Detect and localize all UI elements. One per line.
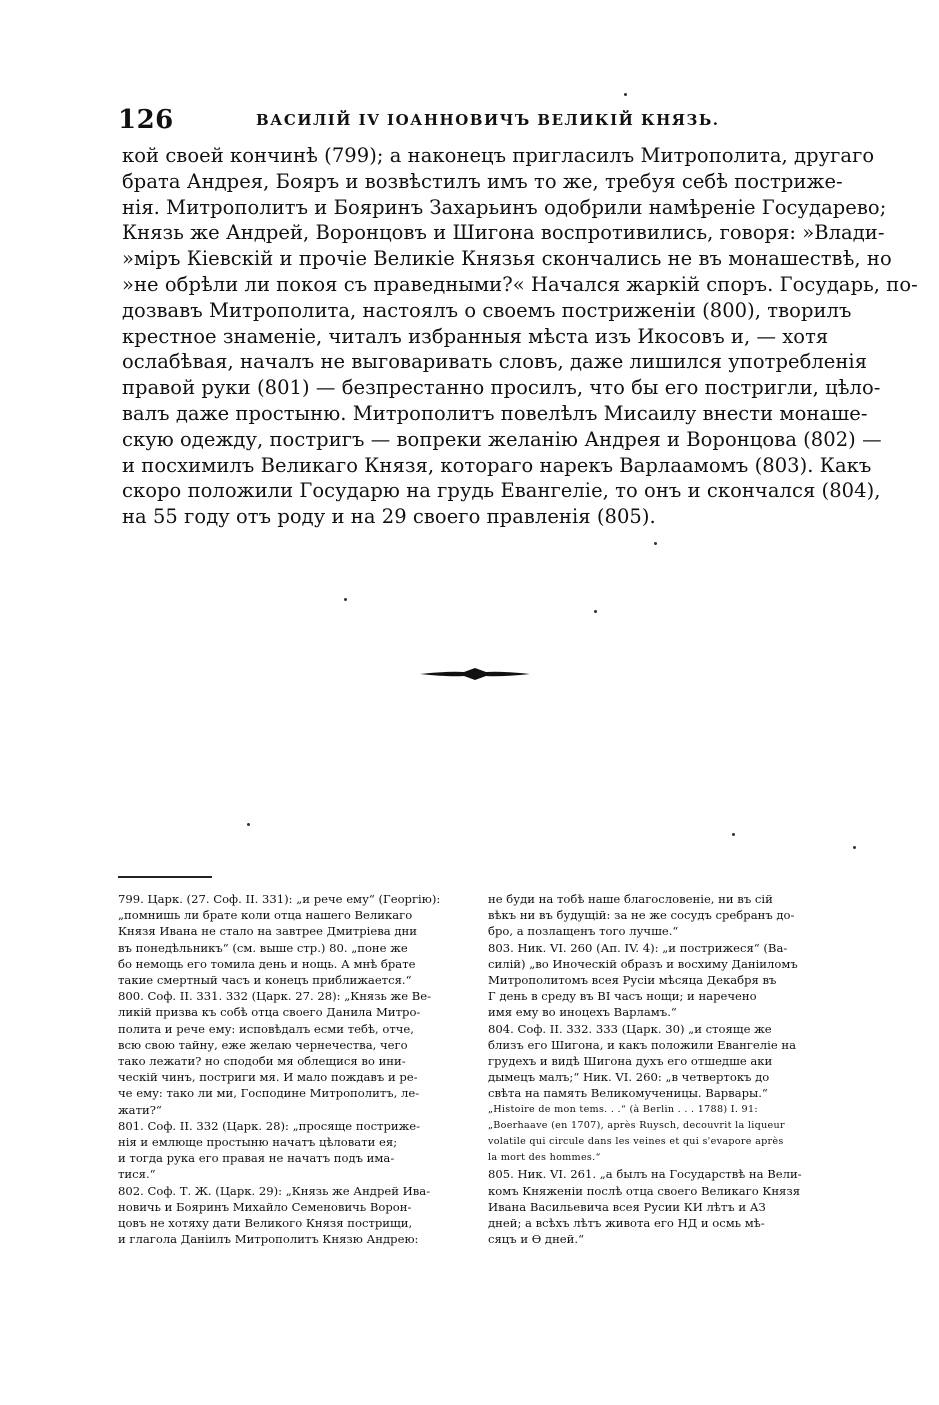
text-line: »не обрѣли ли покоя съ праведными?« Начался жаркій споръ. Государь, по- [122, 272, 918, 296]
text-line: кой своей кончинѣ (799); а наконецъ пригласилъ Митрополита, другаго [122, 144, 875, 167]
footnote-line: бро, а позлащенъ того лучше.“ [488, 924, 679, 939]
footnote-line: Ивана Васильевича всея Русии КИ лѣтъ и АЗ [488, 1199, 766, 1214]
footnote-line: „Boerhaave (en 1707), après Ruysch, decouvrit la liqueur [488, 1119, 785, 1131]
footnote-line: нія и емлюще простыню начатъ цѣловати ея; [118, 1135, 398, 1150]
footnote-separator [118, 876, 212, 878]
footnote-line: въ понедѣльникъ“ (см. выше стр.) 80. „поне же [118, 940, 408, 955]
footnote-line: цовъ не хотяху дати Великого Князя пострищи, [118, 1216, 413, 1231]
text-line: ослабѣвая, началъ не выговаривать словъ, даже лишился употребленія [122, 350, 868, 374]
footnote-line: полита и рече ему: исповѣдалъ есми тебѣ, отче, [118, 1021, 414, 1036]
footnote-line: жати?“ [118, 1102, 162, 1117]
footnote-line: комъ Княженіи послѣ отца своего Великаго Князя [488, 1183, 801, 1198]
footnote-line: вѣкъ ни въ будущій: за не же сосудъ сребранъ до- [488, 908, 795, 923]
footnote-line: такие смертный часъ и конецъ приближается.“ [118, 973, 412, 988]
print-speck [624, 93, 627, 96]
footnote-line: новичь и Бояринъ Михайло Семеновичь Ворон- [118, 1199, 412, 1214]
print-speck [853, 846, 856, 849]
print-speck [654, 542, 657, 545]
footnote-line: и глагола Даніилъ Митрополитъ Князю Андрею: [118, 1232, 419, 1247]
footnote-line: грудехъ и видѣ Шигона духъ его отшедше аки [488, 1054, 773, 1069]
footnotes-left-column [118, 891, 490, 1247]
footnote-line: тися.“ [118, 1167, 156, 1182]
footnote-line: и тогда рука его правая не начатъ подъ има- [118, 1151, 395, 1166]
text-line: крестное знаменіе, читалъ избранныя мѣста изъ Икосовъ и, — хотя [122, 324, 829, 348]
text-line: и посхимилъ Великаго Князя, котораго нарекъ Варлаамомъ (803). Какъ [122, 453, 872, 477]
footnote-line: „помнишь ли брате коли отца нашего Великаго [118, 908, 413, 923]
main-text-block [122, 143, 918, 530]
footnote-line: 799. Царк. (27. Соф. II. 331): „и рече ему“ (Георгію): [118, 892, 441, 906]
footnote-line: 802. Соф. Т. Ж. (Царк. 29): „Князь же Андрей Ива- [118, 1183, 431, 1198]
page-number: 126 [118, 105, 174, 135]
text-line: дозвавъ Митрополита, настоялъ о своемъ постриженіи (800), творилъ [122, 298, 852, 322]
footnote-line: бо немощь его томила день и нощь. А мнѣ брате [118, 956, 416, 971]
footnote-line: 805. Ник. VI. 261. „а былъ на Государствѣ на Вели- [488, 1167, 802, 1182]
footnote-line: Князя Ивана не стало на завтрее Дмитріева дни [118, 924, 417, 939]
footnote-line: тако лежати? но сподоби мя облещися во ини- [118, 1054, 406, 1069]
text-line: на 55 году отъ роду и на 29 своего правленія (805). [122, 505, 656, 529]
footnote-line: имя ему во иноцехъ Варламъ.“ [488, 1005, 677, 1020]
footnote-line: 804. Соф. II. 332. 333 (Царк. 30) „и стояще же [488, 1021, 772, 1036]
footnote-line: ческій чинъ, постриги мя. И мало пождавъ и ре- [118, 1070, 418, 1085]
footnote-line: la mort des hommes.“ [488, 1152, 601, 1164]
text-line: валъ даже простыню. Митрополитъ повелѣлъ Мисаилу внести монаше- [122, 401, 868, 425]
print-speck [732, 833, 735, 836]
footnote-line: всю свою тайну, еже желаю чернечества, чего [118, 1037, 408, 1052]
footnote-line: „Histoire de mon tems. . .“ (à Berlin . . . 1788) I. 91: [488, 1103, 758, 1115]
footnote-line: 801. Соф. II. 332 (Царк. 28): „просяще постриже- [118, 1118, 421, 1133]
print-speck [247, 823, 250, 826]
footnote-line: силій) „во Иноческій образъ и восхиму Даніиломъ [488, 956, 798, 971]
print-speck [344, 598, 347, 601]
print-speck [594, 610, 597, 613]
footnote-line: дней; а всѣхъ лѣтъ живота его НД и осмь мѣ- [488, 1216, 765, 1231]
text-line: скоро положили Государю на грудь Евангеліе, то онъ и скончался (804), [122, 479, 881, 503]
footnote-line: 803. Ник. VI. 260 (Ап. IV. 4): „и пострижеся“ (Ва- [488, 940, 788, 955]
footnote-line: свѣта на память Великомученицы. Варвары.“ [488, 1086, 768, 1101]
footnote-line: че ему: тако ли ми, Господине Митрополитъ, ле- [118, 1086, 420, 1101]
text-line: правой руки (801) — безпрестанно просилъ, что бы его постригли, цѣло- [122, 376, 881, 400]
footnote-line: сяцъ и Ѳ дней.“ [488, 1232, 584, 1247]
text-line: »міръ Кіевскій и прочіе Великіе Князья скончались не въ монашествѣ, но [122, 247, 892, 271]
footnote-line: Г день в среду въ ВІ часъ нощи; и наречено [488, 989, 757, 1004]
ornament-divider-icon [420, 667, 530, 681]
footnote-line: дымецъ малъ;“ Ник. VI. 260: „в четвертокъ до [488, 1070, 770, 1085]
running-title: ВАСИЛІЙ IV ІОАННОВИЧЪ ВЕЛИКІЙ КНЯЗЬ. [256, 111, 720, 129]
footnote-line: близъ его Шигона, и какъ положили Евангеліе на [488, 1037, 797, 1052]
footnotes-right-column [488, 891, 860, 1247]
footnote-line: 800. Соф. II. 331. 332 (Царк. 27. 28): „Князь же Ве- [118, 989, 432, 1004]
footnote-line: volatile qui circule dans les veines et qui s'evapore après [488, 1136, 784, 1148]
text-line: Князь же Андрей, Воронцовъ и Шигона воспротивились, говоря: »Влади- [122, 221, 885, 245]
footnote-line: Митрополитомъ всея Русіи мѣсяца Декабря въ [488, 973, 777, 988]
text-line: нія. Митрополитъ и Бояринъ Захарьинъ одобрили намѣреніе Государево; [122, 195, 887, 219]
footnote-line: ликій призва къ собѣ отца своего Данила Митро- [118, 1005, 421, 1020]
page-header [118, 105, 878, 139]
footnote-line: не буди на тобѣ наше благословеніе, ни въ сій [488, 892, 773, 906]
text-line: скую одежду, постригъ — вопреки желанію Андрея и Воронцова (802) — [122, 427, 882, 451]
text-line: брата Андрея, Бояръ и возвѣстилъ имъ то же, требуя себѣ пострижe- [122, 169, 843, 193]
